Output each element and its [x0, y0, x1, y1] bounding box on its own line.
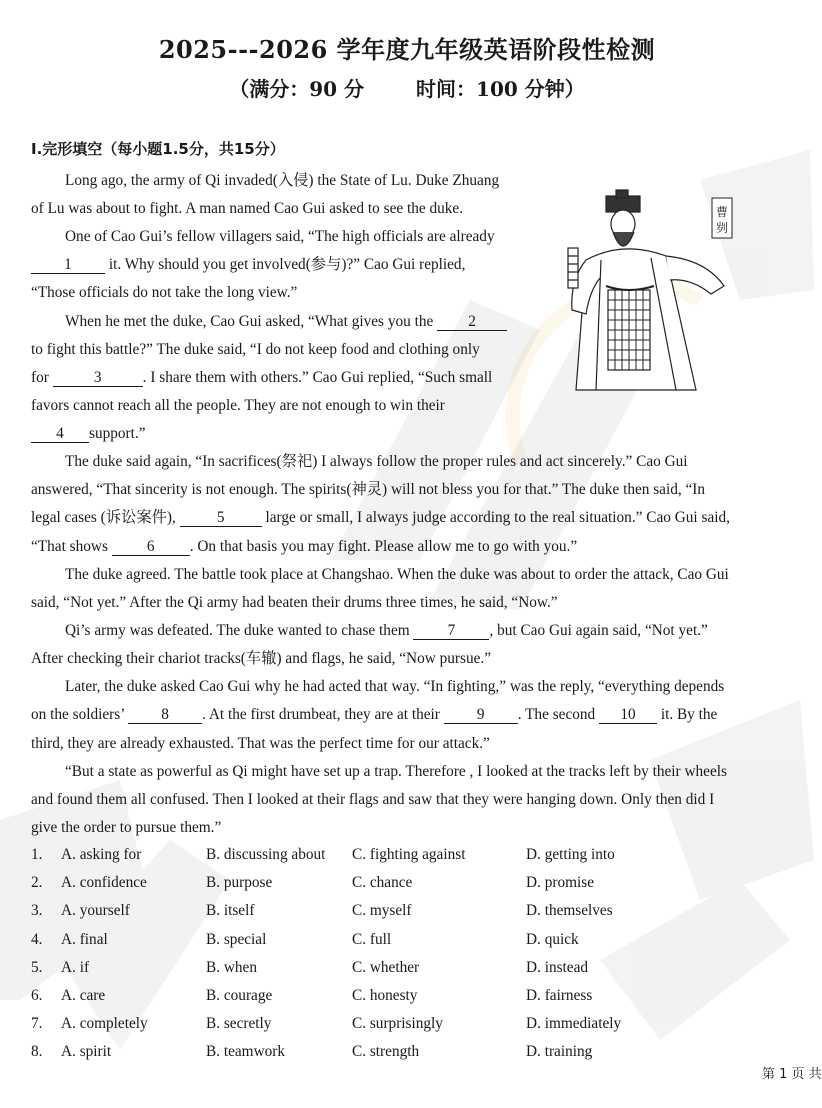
option-d[interactable]: D. promise — [526, 874, 594, 892]
passage-line: Qi’s army was defeated. The duke wanted to chase them 7 , but Cao Gui again said, “Not yet.” — [65, 622, 708, 639]
option-c[interactable]: C. full — [352, 930, 392, 948]
option-b[interactable]: B. itself — [206, 902, 255, 920]
blank-9[interactable]: 9 — [444, 707, 518, 724]
passage-line: legal cases (诉讼案件), 5 large or small, I always judge according to the real situation.” Cao Gui said, — [31, 509, 730, 526]
option-c[interactable]: C. honesty — [352, 986, 418, 1004]
blank-4[interactable]: 4 — [31, 426, 89, 443]
question-number: 1. — [31, 846, 43, 863]
blank-2[interactable]: 2 — [437, 314, 507, 331]
blank-10[interactable]: 10 — [599, 707, 657, 724]
blank-6[interactable]: 6 — [112, 539, 190, 556]
passage-line: 1 it. Why should you get involved(参与)?” Cao Gui replied, — [31, 255, 465, 275]
question-number: 7. — [31, 1015, 43, 1033]
figure-caption-2: 刿 — [715, 221, 729, 235]
passage-line: third, they are already exhausted. That was the perfect time for our attack.” — [31, 735, 490, 752]
passage-line: “But a state as powerful as Qi might have set up a trap. Therefore , I looked at the tracks left by their wheels — [65, 763, 727, 780]
passage-line: of Lu was about to fight. A man named Cao Gui asked to see the duke. — [31, 200, 464, 217]
passage-line: to fight this battle?” The duke said, “I do not keep food and clothing only — [31, 341, 480, 358]
option-d[interactable]: D. fairness — [526, 986, 593, 1004]
question-number: 4. — [31, 930, 43, 948]
option-c[interactable]: C. myself — [352, 902, 412, 920]
passage-line: When he met the duke, Cao Gui asked, “What gives you the 2 — [65, 312, 507, 332]
passage-line: 4 support.” — [31, 424, 146, 444]
passage-line: for 3 . I share them with others.” Cao Gui replied, “Such small — [31, 369, 493, 386]
passage-line: give the order to pursue them.” — [31, 819, 222, 836]
blank-3[interactable]: 3 — [53, 370, 143, 387]
option-d[interactable]: D. instead — [526, 958, 589, 976]
option-c[interactable]: C. strength — [352, 1043, 420, 1061]
option-a[interactable]: A. if — [61, 958, 90, 976]
passage-line: Long ago, the army of Qi invaded(入侵) the State of Lu. Duke Zhuang — [65, 172, 500, 189]
passage-line: and found them all confused. Then I looked at their flags and saw that they were hanging down. Only then did I — [31, 791, 715, 808]
passage-line: said, “Not yet.” After the Qi army had beaten their drums three times, he said, “Now.” — [31, 594, 558, 611]
passage-line: After checking their chariot tracks(车辙) and flags, he said, “Now pursue.” — [31, 650, 492, 667]
option-b[interactable]: B. when — [206, 958, 257, 976]
option-d[interactable]: D. getting into — [526, 846, 615, 863]
option-d[interactable]: D. immediately — [526, 1015, 622, 1033]
passage-line: answered, “That sincerity is not enough. The spirits(神灵) will not bless you for that.” The duke then said, “In — [31, 481, 706, 498]
passage-line: The duke said again, “In sacrifices(祭祀) I always follow the proper rules and act sincerely.” Cao Gui — [65, 453, 688, 470]
option-a[interactable]: A. yourself — [61, 902, 130, 920]
cao-gui-portrait-illustration — [566, 190, 736, 392]
option-a[interactable]: A. final — [61, 930, 108, 948]
option-d[interactable]: D. quick — [526, 930, 579, 948]
passage-line: One of Cao Gui’s fellow villagers said, “The high officials are already — [65, 228, 495, 245]
blank-5[interactable]: 5 — [180, 510, 262, 527]
section-heading: I.完形填空（每小题1.5分，共15分） — [31, 140, 285, 158]
passage-line: Later, the duke asked Cao Gui why he had acted that way. “In fighting,” was the reply, “everything depends — [65, 678, 725, 695]
option-b[interactable]: B. courage — [206, 986, 273, 1004]
blank-7[interactable]: 7 — [413, 623, 489, 640]
exam-info — [0, 73, 814, 102]
option-b[interactable]: B. purpose — [206, 874, 273, 892]
option-b[interactable]: B. secretly — [206, 1015, 272, 1033]
question-number: 8. — [31, 1043, 43, 1061]
figure-caption-1: 曹 — [715, 205, 729, 219]
option-c[interactable]: C. fighting against — [352, 846, 466, 863]
option-c[interactable]: C. chance — [352, 874, 413, 892]
option-a[interactable]: A. confidence — [61, 874, 147, 892]
option-b[interactable]: B. special — [206, 930, 267, 948]
option-a[interactable]: A. completely — [61, 1015, 148, 1033]
question-number: 2. — [31, 874, 43, 892]
option-c[interactable]: C. whether — [352, 958, 420, 976]
page-title: 2025---2026 学年度九年级英语阶段性检测 — [158, 35, 656, 64]
passage-line: The duke agreed. The battle took place at Changshao. When the duke was about to order the attack, Cao Gui — [65, 566, 729, 583]
option-b[interactable]: B. teamwork — [206, 1043, 286, 1061]
time-label: 时间：100 分钟） — [416, 77, 585, 101]
option-b[interactable]: B. discussing about — [206, 846, 326, 863]
question-number: 6. — [31, 986, 43, 1004]
passage-line: on the soldiers’ 8 . At the first drumbeat, they are at their 9 . The second 10 it. By the — [31, 706, 718, 723]
option-c[interactable]: C. surprisingly — [352, 1015, 443, 1033]
passage-line: favors cannot reach all the people. They are not enough to win their — [31, 397, 445, 414]
question-number: 5. — [31, 958, 43, 976]
page-number: 第 1 页 共 — [762, 1067, 822, 1082]
option-a[interactable]: A. spirit — [61, 1043, 112, 1061]
blank-1[interactable]: 1 — [31, 257, 105, 274]
passage-line: “That shows 6 . On that basis you may fight. Please allow me to go with you.” — [31, 538, 578, 555]
score-label: （满分：90 分 — [229, 77, 365, 101]
option-d[interactable]: D. training — [526, 1043, 593, 1061]
question-number: 3. — [31, 902, 43, 920]
option-a[interactable]: A. asking for — [61, 846, 142, 863]
passage-line: “Those officials do not take the long view.” — [31, 284, 298, 301]
option-d[interactable]: D. themselves — [526, 902, 613, 920]
blank-8[interactable]: 8 — [128, 707, 202, 724]
option-a[interactable]: A. care — [61, 986, 106, 1004]
